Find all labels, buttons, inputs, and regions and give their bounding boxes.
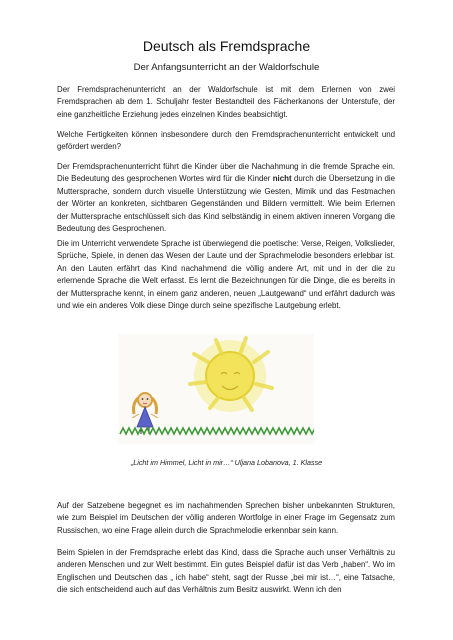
paragraph-sentence-level: Auf der Satzebene begegnet es im nachahmenden Sprechen bisher unbekannten Strukturen, wie zum Beispiel im Deutschen der völlig anderen Wortfolge in einer Frage im Gegensatz zum Russischen, wo eine Frage allein durch die Sprachmelodie erkennbar sein kann.	[57, 501, 395, 535]
child-drawing-image	[118, 334, 314, 444]
page-subtitle: Der Anfangsunterricht an der Waldorfschule	[133, 62, 320, 73]
paragraph-imitation-emphasis: nicht	[272, 174, 292, 184]
paragraph-imitation-part-b: durch die Übersetzung in die Muttersprache, sondern durch visuelle Unterstützung wie Gesten, Mimik und das Festmachen der Wörter an konkreten, sichtbaren Gegenständen und Bildern vermittelt. Wie beim Erlernen der Muttersprache entschlüsselt sich das Kind selbständig in einem aktiven inneren Vorgang die Bedeutung des Gesprochenen.	[57, 174, 396, 234]
paragraph-play: Beim Spielen in der Fremdsprache erlebt das Kind, dass die Sprache auch unser Verhältnis zu anderen Menschen und zur Welt bestimmt. Ein gutes Beispiel dafür ist das Verb „haben“. Wo im Englischen und Deutschen das „ ich habe“ steht, sagt der Russe „bei mir ist…“, eine Tatsache, die sich entscheidend auch auf das Verhältnis zum Besitz auswirkt. Wenn ich den	[57, 548, 395, 595]
paragraph-imitation	[57, 161, 395, 235]
figure-caption: „Licht im Himmel, Licht in mir…“ Uljana Lobanova, 1. Klasse	[130, 458, 323, 467]
paragraph-poetic-language: Die im Unterricht verwendete Sprache ist überwiegend die poetische: Verse, Reigen, Volkslieder, Sprüche, Spiele, in denen das Wesen der Laute und der Sprachmelodie besonders erlebbar ist. An den Lauten erfährt das Kind nachahmend die völlig andere Art, mit und in der die zu erlernende Sprache die Welt erfasst. Es lernt die Bezeichnungen für die Dinge, die es bereits in der Muttersprache kennt, in einem ganz anderen, neuen „Lautgewand“ und erfährt dadurch was und wie ein anderes Volk diese Dinge durch seine spezifische Lautgebung erlebt.	[57, 239, 395, 311]
paragraph-intro: Der Fremdsprachenunterricht an der Waldorfschule ist mit dem Erlernen von zwei Fremdsprachen ab dem 1. Schuljahr fester Bestandteil des Fächerkanons der Unterstufe, der eine ganzheitliche Erziehung jedes einzelnen Kindes beabsichtigt.	[57, 85, 395, 119]
page-title: Deutsch als Fremdsprache	[142, 38, 311, 54]
paragraph-question: Welche Fertigkeiten können insbesondere durch den Fremdsprachenunterricht entwickelt und gefördert werden?	[57, 130, 395, 152]
paragraph-imitation-part-a: Der Fremdsprachenunterricht führt die Kinder über die Nachahmung in die fremde Sprache ein. Die Bedeutung des gesprochenen Wortes wird für die Kinder	[57, 162, 395, 184]
